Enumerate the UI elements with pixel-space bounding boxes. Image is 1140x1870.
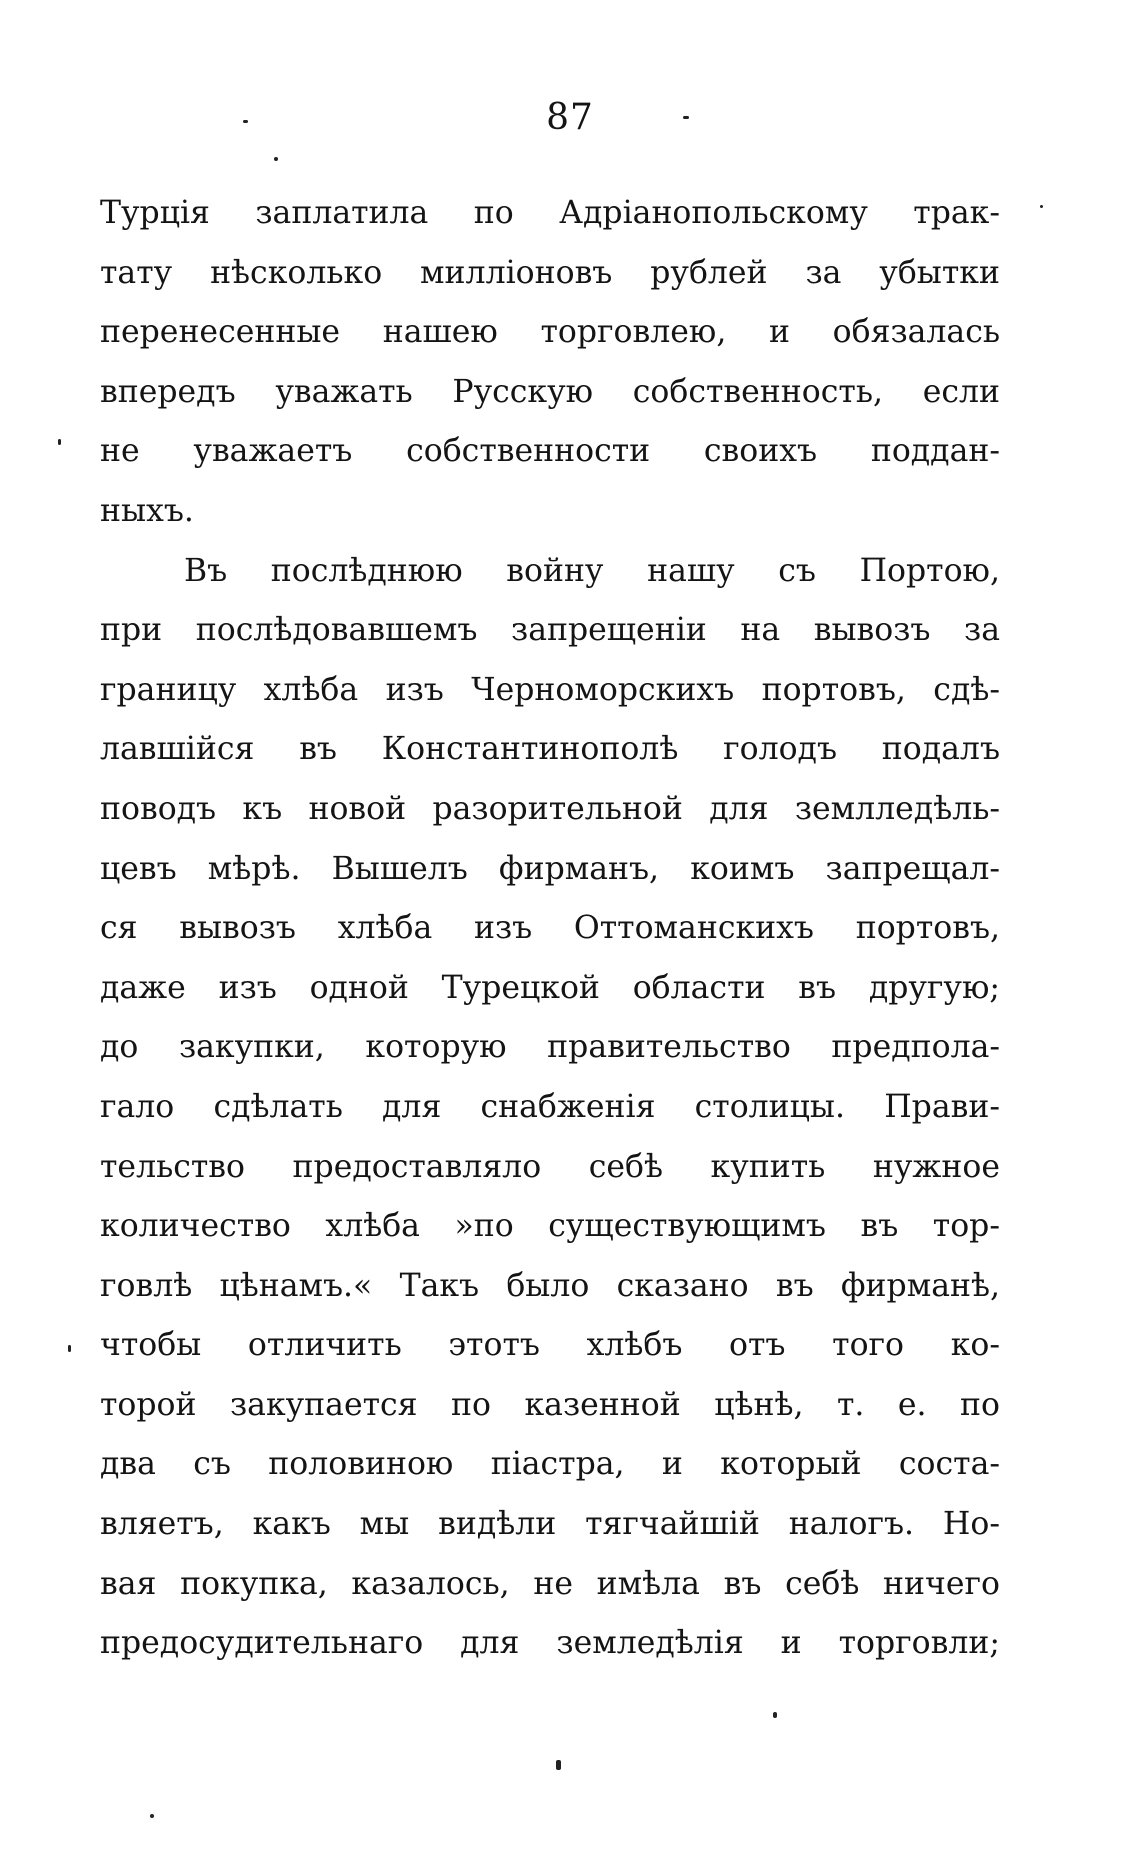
scan-speck bbox=[683, 116, 689, 119]
paragraph bbox=[100, 184, 1000, 542]
text-line: количество хлѣба »по существующимъ въ тор- bbox=[100, 1208, 1000, 1245]
text-line: торой закупается по казенной цѣнѣ, т. е. по bbox=[100, 1386, 1000, 1423]
text-line: гало сдѣлать для снабженія столицы. Прави- bbox=[100, 1088, 1000, 1125]
text-line: тату нѣсколько милліоновъ рублей за убытки bbox=[100, 254, 1000, 291]
text-line: ся вывозъ хлѣба изъ Оттоманскихъ портовъ, bbox=[100, 910, 1000, 947]
text-line: тельство предоставляло себѣ купить нужное bbox=[100, 1148, 1000, 1185]
text-line: вая покупка, казалось, не имѣла въ себѣ ничего bbox=[100, 1565, 1000, 1602]
paragraph bbox=[100, 542, 1000, 1674]
text-line: поводъ къ новой разорительной для землледѣль- bbox=[100, 790, 1000, 827]
page-body-text bbox=[100, 184, 1000, 1674]
text-line: лавшійся въ Константинополѣ голодъ подалъ bbox=[100, 731, 1000, 768]
text-line: два съ половиною піастра, и который соста- bbox=[100, 1446, 1000, 1483]
text-line: предосудительнаго для земледѣлія и торговли; bbox=[100, 1625, 1000, 1662]
text-line: границу хлѣба изъ Черноморскихъ портовъ, сдѣ- bbox=[100, 671, 1000, 708]
text-line: цевъ мѣрѣ. Вышелъ фирманъ, коимъ запрещал- bbox=[100, 850, 1000, 887]
text-line: чтобы отличить этотъ хлѣбъ отъ того ко- bbox=[100, 1327, 1000, 1364]
text-line: Турція заплатила по Адріанопольскому трак- bbox=[100, 195, 1000, 231]
scan-speck bbox=[556, 1760, 561, 1770]
text-line: впередъ уважать Русскую собственность, если bbox=[100, 373, 1000, 410]
text-line: говлѣ цѣнамъ.« Такъ было сказано въ фирманѣ, bbox=[100, 1267, 1000, 1304]
text-line: перенесенные нашею торговлею, и обязалась bbox=[100, 314, 1000, 351]
scan-speck bbox=[1040, 205, 1043, 208]
scan-speck bbox=[68, 1345, 71, 1352]
text-line: Въ послѣднюю войну нашу съ Портою, bbox=[184, 552, 1000, 589]
scan-speck bbox=[58, 439, 61, 445]
scan-speck bbox=[243, 120, 248, 123]
scan-speck bbox=[150, 1814, 154, 1818]
text-line: до закупки, которую правительство предпола- bbox=[100, 1029, 1000, 1066]
scan-speck bbox=[274, 157, 278, 161]
text-line: при послѣдовавшемъ запрещеніи на вывозъ за bbox=[100, 612, 1000, 649]
scan-speck bbox=[773, 1712, 777, 1718]
text-line: даже изъ одной Турецкой области въ другую; bbox=[100, 969, 1000, 1006]
text-line: вляетъ, какъ мы видѣли тягчайшій налогъ. Но- bbox=[100, 1506, 1000, 1543]
text-line: не уважаетъ собственности своихъ поддан- bbox=[100, 433, 1000, 470]
text-line: ныхъ. bbox=[100, 492, 194, 529]
page-number: 87 bbox=[546, 97, 594, 138]
